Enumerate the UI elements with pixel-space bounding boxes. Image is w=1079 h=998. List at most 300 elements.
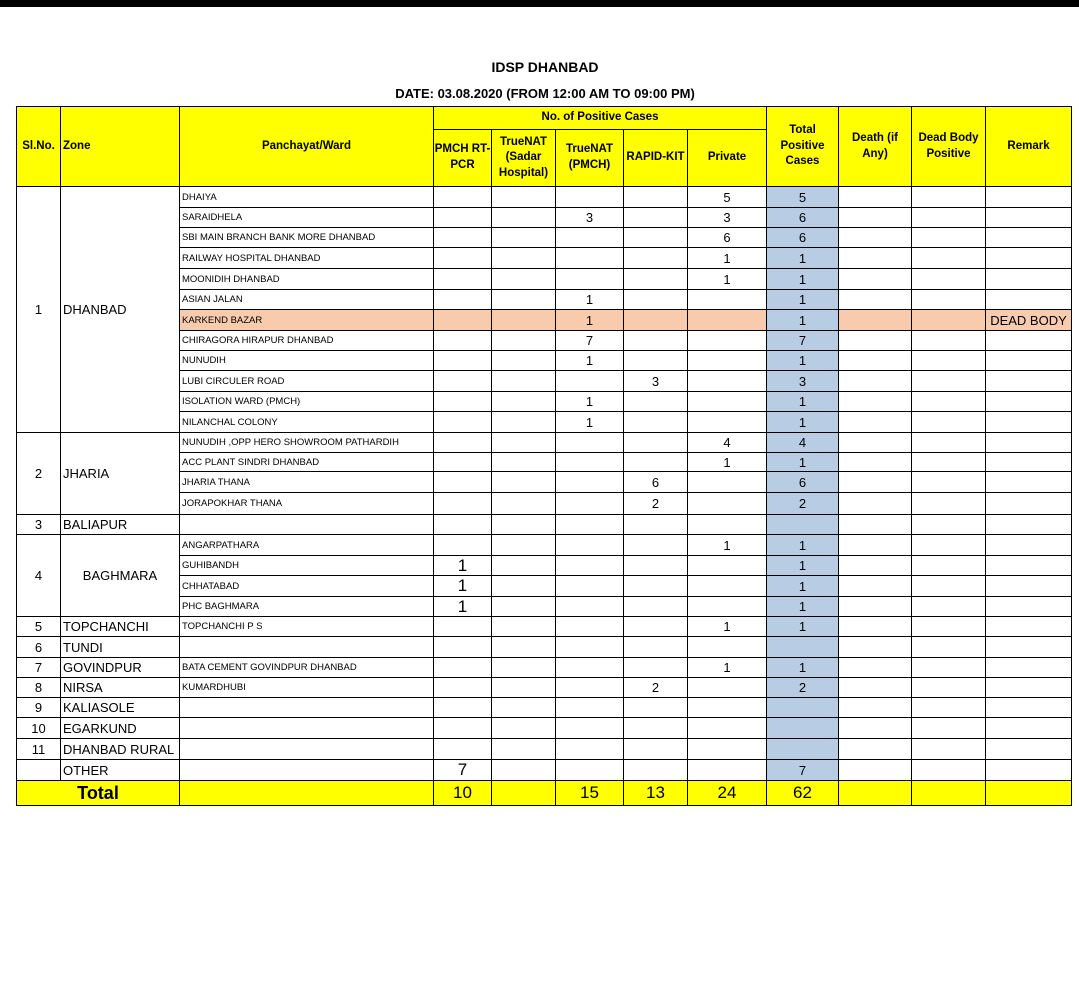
sadar-cell [492,678,556,698]
remark-cell [986,248,1072,269]
pmch-cell [434,351,492,371]
remark-cell [986,412,1072,433]
deadbody-cell [912,718,986,739]
tpmch-cell [556,698,624,718]
header-death: Death (if Any) [839,106,912,187]
death-cell [839,412,912,433]
header-pmch: PMCH RT-PCR [434,130,492,187]
tpmch-cell [556,739,624,760]
pmch-cell [434,310,492,331]
total-cell: 2 [767,678,839,698]
report-date: DATE: 03.08.2020 (FROM 12:00 AM TO 09:00 PM) [395,86,695,101]
rapid-cell [624,718,688,739]
death-cell [839,658,912,678]
private-cell [688,472,767,493]
private-cell: 4 [688,433,767,453]
ward-cell: KARKEND BAZAR [180,310,434,331]
pmch-cell [434,412,492,433]
private-cell [688,310,767,331]
ward-cell [180,739,434,760]
rapid-cell [624,617,688,637]
remark-cell [986,718,1072,739]
sadar-cell [492,371,556,392]
remark-cell [986,515,1072,535]
remark-cell [986,658,1072,678]
deadbody-cell [912,290,986,310]
death-cell [839,597,912,617]
deadbody-cell [912,472,986,493]
sadar-cell [492,515,556,535]
ward-cell: SBI MAIN BRANCH BANK MORE DHANBAD [180,228,434,248]
zone-name: JHARIA [61,433,180,515]
deadbody-cell [912,351,986,371]
ward-cell: SARAIDHELA [180,208,434,228]
pmch-cell [434,453,492,472]
total-cell: 1 [767,392,839,412]
tpmch-cell: 7 [556,331,624,351]
total-cell: 2 [767,493,839,515]
private-cell: 1 [688,535,767,556]
total-cell: 6 [767,228,839,248]
rapid-cell [624,433,688,453]
ward-cell: ASIAN JALAN [180,290,434,310]
death-cell [839,535,912,556]
deadbody-cell [912,739,986,760]
zone-slno: 10 [16,718,61,739]
sadar-cell [492,718,556,739]
zone-name: BAGHMARA [61,535,180,617]
total-cell: 1 [767,576,839,597]
tpmch-cell [556,718,624,739]
pmch-cell [434,637,492,658]
zone-slno: 11 [16,739,61,760]
sadar-cell [492,269,556,290]
private-cell: 1 [688,269,767,290]
ward-cell: ISOLATION WARD (PMCH) [180,392,434,412]
tpmch-cell [556,472,624,493]
remark-cell [986,371,1072,392]
ward-cell: DHAIYA [180,187,434,208]
sadar-cell [492,208,556,228]
tpmch-cell: 1 [556,392,624,412]
zone-name: BALIAPUR [61,515,180,535]
zone-slno: 3 [16,515,61,535]
deadbody-cell [912,433,986,453]
remark-cell [986,535,1072,556]
death-cell [839,617,912,637]
pmch-cell [434,433,492,453]
header-remark: Remark [986,106,1072,187]
tpmch-cell: 1 [556,351,624,371]
private-cell [688,576,767,597]
private-cell [688,371,767,392]
sadar-cell [492,739,556,760]
pmch-cell [434,698,492,718]
total-cell: 4 [767,433,839,453]
rapid-cell [624,412,688,433]
tpmch-cell: 3 [556,208,624,228]
zone-name: TOPCHANCHI [61,617,180,637]
deadbody-cell [912,453,986,472]
zone-slno: 8 [16,678,61,698]
total-cell: 1 [767,658,839,678]
rapid-cell [624,658,688,678]
rapid-cell [624,248,688,269]
total-cell [767,515,839,535]
tpmch-cell [556,248,624,269]
total-tpmch: 15 [556,781,624,806]
total-cell: 1 [767,535,839,556]
sadar-cell [492,637,556,658]
deadbody-cell [912,248,986,269]
pmch-cell: 1 [434,556,492,576]
rapid-cell [624,556,688,576]
rapid-cell [624,576,688,597]
remark-cell [986,637,1072,658]
deadbody-cell [912,187,986,208]
death-cell [839,637,912,658]
sadar-cell [492,556,556,576]
remark-cell [986,493,1072,515]
rapid-cell: 2 [624,493,688,515]
deadbody-cell [912,269,986,290]
deadbody-cell [912,331,986,351]
remark-cell [986,678,1072,698]
deadbody-cell [912,617,986,637]
deadbody-cell [912,576,986,597]
death-cell [839,392,912,412]
private-cell [688,412,767,433]
private-cell: 1 [688,658,767,678]
total-cell [767,739,839,760]
private-cell: 3 [688,208,767,228]
death-cell [839,269,912,290]
deadbody-cell [912,535,986,556]
pmch-cell [434,617,492,637]
private-cell [688,331,767,351]
tpmch-cell: 1 [556,310,624,331]
deadbody-cell [912,412,986,433]
remark-cell [986,433,1072,453]
rapid-cell: 3 [624,371,688,392]
ward-cell: RAILWAY HOSPITAL DHANBAD [180,248,434,269]
sadar-cell [492,412,556,433]
rapid-cell [624,515,688,535]
total-cell: 1 [767,617,839,637]
deadbody-cell [912,597,986,617]
total-sadar [492,781,556,806]
pmch-cell [434,515,492,535]
sadar-cell [492,392,556,412]
header-zone: Zone [61,106,180,187]
zone-name: OTHER [61,760,180,781]
sadar-cell [492,228,556,248]
report-title: IDSP DHANBAD [491,59,599,75]
tpmch-cell [556,658,624,678]
sadar-cell [492,576,556,597]
death-cell [839,331,912,351]
rapid-cell [624,187,688,208]
total-cell: 1 [767,597,839,617]
tpmch-cell [556,228,624,248]
tpmch-cell [556,556,624,576]
sadar-cell [492,310,556,331]
pmch-cell [434,290,492,310]
total-cell [767,637,839,658]
tpmch-cell [556,453,624,472]
rapid-cell [624,453,688,472]
death-cell [839,576,912,597]
pmch-cell [434,472,492,493]
pmch-cell [434,331,492,351]
pmch-cell [434,658,492,678]
total-rapid: 13 [624,781,688,806]
remark-cell [986,331,1072,351]
remark-cell [986,556,1072,576]
header-truenat-pmch: TrueNAT (PMCH) [556,130,624,187]
total-cell: 1 [767,290,839,310]
ward-cell: PHC BAGHMARA [180,597,434,617]
death-cell [839,371,912,392]
rapid-cell [624,535,688,556]
sadar-cell [492,617,556,637]
ward-cell: LUBI CIRCULER ROAD [180,371,434,392]
pmch-cell: 7 [434,760,492,781]
sadar-cell [492,453,556,472]
death-cell [839,678,912,698]
ward-cell [180,698,434,718]
deadbody-cell [912,637,986,658]
header-private: Private [688,130,767,187]
deadbody-cell [912,760,986,781]
private-cell [688,290,767,310]
sadar-cell [492,187,556,208]
private-cell: 5 [688,187,767,208]
remark-cell [986,597,1072,617]
ward-cell [180,637,434,658]
pmch-cell: 1 [434,597,492,617]
sadar-cell [492,535,556,556]
total-cell: 1 [767,556,839,576]
rapid-cell [624,637,688,658]
tpmch-cell [556,678,624,698]
remark-cell [986,392,1072,412]
total-label: Total [16,781,180,806]
ward-cell: NUNUDIH [180,351,434,371]
death-cell [839,310,912,331]
total-cell: 7 [767,760,839,781]
deadbody-cell [912,371,986,392]
rapid-cell [624,597,688,617]
tpmch-cell [556,187,624,208]
ward-cell: CHHATABAD [180,576,434,597]
private-cell [688,739,767,760]
death-cell [839,739,912,760]
private-cell: 1 [688,617,767,637]
header-slno: Sl.No. [16,106,61,187]
total-pmch: 10 [434,781,492,806]
private-cell [688,760,767,781]
death-cell [839,228,912,248]
death-cell [839,472,912,493]
remark-cell [986,351,1072,371]
pmch-cell [434,208,492,228]
header-total-positive: Total Positive Cases [767,106,839,187]
total-cell: 1 [767,310,839,331]
rapid-cell [624,351,688,371]
total-ward-cell [180,781,434,806]
remark-cell [986,228,1072,248]
rapid-cell [624,760,688,781]
rapid-cell [624,310,688,331]
ward-cell: TOPCHANCHI P S [180,617,434,637]
rapid-cell [624,739,688,760]
ward-cell: KUMARDHUBI [180,678,434,698]
private-cell: 1 [688,248,767,269]
zone-slno: 2 [16,433,61,515]
ward-cell: CHIRAGORA HIRAPUR DHANBAD [180,331,434,351]
pmch-cell [434,678,492,698]
remark-cell [986,208,1072,228]
sadar-cell [492,290,556,310]
header-truenat-sadar: TrueNAT (Sadar Hospital) [492,130,556,187]
sadar-cell [492,597,556,617]
pmch-cell [434,371,492,392]
rapid-cell [624,392,688,412]
sadar-cell [492,658,556,678]
sadar-cell [492,760,556,781]
total-cell: 1 [767,351,839,371]
rapid-cell [624,290,688,310]
death-cell [839,290,912,310]
tpmch-cell: 1 [556,290,624,310]
ward-cell: NILANCHAL COLONY [180,412,434,433]
rapid-cell [624,269,688,290]
header-ward: Panchayat/Ward [180,106,434,187]
pmch-cell: 1 [434,576,492,597]
deadbody-cell [912,658,986,678]
sadar-cell [492,433,556,453]
tpmch-cell [556,597,624,617]
ward-cell: ACC PLANT SINDRI DHANBAD [180,453,434,472]
pmch-cell [434,269,492,290]
zone-slno: 9 [16,698,61,718]
sadar-cell [492,472,556,493]
ward-cell: ANGARPATHARA [180,535,434,556]
deadbody-cell [912,698,986,718]
tpmch-cell [556,576,624,597]
tpmch-cell [556,535,624,556]
remark-cell [986,453,1072,472]
remark-cell [986,617,1072,637]
pmch-cell [434,493,492,515]
zone-name: KALIASOLE [61,698,180,718]
private-cell [688,637,767,658]
ward-cell: BATA CEMENT GOVINDPUR DHANBAD [180,658,434,678]
deadbody-cell [912,310,986,331]
ward-cell: NUNUDIH ,OPP HERO SHOWROOM PATHARDIH [180,433,434,453]
private-cell [688,392,767,412]
zone-name: DHANBAD [61,187,180,433]
death-cell [839,698,912,718]
rapid-cell: 6 [624,472,688,493]
total-cell: 1 [767,269,839,290]
sadar-cell [492,698,556,718]
private-cell [688,678,767,698]
death-cell [839,453,912,472]
zone-slno: 4 [16,535,61,617]
remark-cell [986,576,1072,597]
zone-slno: 5 [16,617,61,637]
deadbody-cell [912,208,986,228]
ward-cell: JHARIA THANA [180,472,434,493]
death-cell [839,248,912,269]
remark-cell [986,739,1072,760]
remark-cell [986,187,1072,208]
total-cell [767,718,839,739]
tpmch-cell [556,269,624,290]
total-remark [986,781,1072,806]
header-positive-cases-group: No. of Positive Cases [434,106,767,130]
deadbody-cell [912,678,986,698]
death-cell [839,718,912,739]
tpmch-cell [556,493,624,515]
total-cell: 1 [767,248,839,269]
zone-name: NIRSA [61,678,180,698]
pmch-cell [434,392,492,412]
total-private: 24 [688,781,767,806]
death-cell [839,493,912,515]
zone-name: GOVINDPUR [61,658,180,678]
sadar-cell [492,331,556,351]
private-cell [688,556,767,576]
tpmch-cell [556,637,624,658]
death-cell [839,556,912,576]
ward-cell: JORAPOKHAR THANA [180,493,434,515]
pmch-cell [434,535,492,556]
pmch-cell [434,228,492,248]
rapid-cell [624,208,688,228]
total-cell: 7 [767,331,839,351]
zone-slno: 7 [16,658,61,678]
tpmch-cell [556,515,624,535]
death-cell [839,351,912,371]
rapid-cell [624,331,688,351]
tpmch-cell: 1 [556,412,624,433]
pmch-cell [434,187,492,208]
deadbody-cell [912,515,986,535]
zone-slno: 6 [16,637,61,658]
header-dead-body: Dead Body Positive [912,106,986,187]
deadbody-cell [912,493,986,515]
private-cell: 6 [688,228,767,248]
private-cell [688,718,767,739]
total-deadbody [912,781,986,806]
remark-cell: DEAD BODY [986,310,1072,331]
death-cell [839,187,912,208]
tpmch-cell [556,617,624,637]
total-death [839,781,912,806]
zone-name: EGARKUND [61,718,180,739]
total-cell: 1 [767,412,839,433]
total-total: 62 [767,781,839,806]
rapid-cell [624,698,688,718]
remark-cell [986,698,1072,718]
ward-cell: GUHIBANDH [180,556,434,576]
total-cell: 1 [767,453,839,472]
total-cell [767,698,839,718]
deadbody-cell [912,556,986,576]
